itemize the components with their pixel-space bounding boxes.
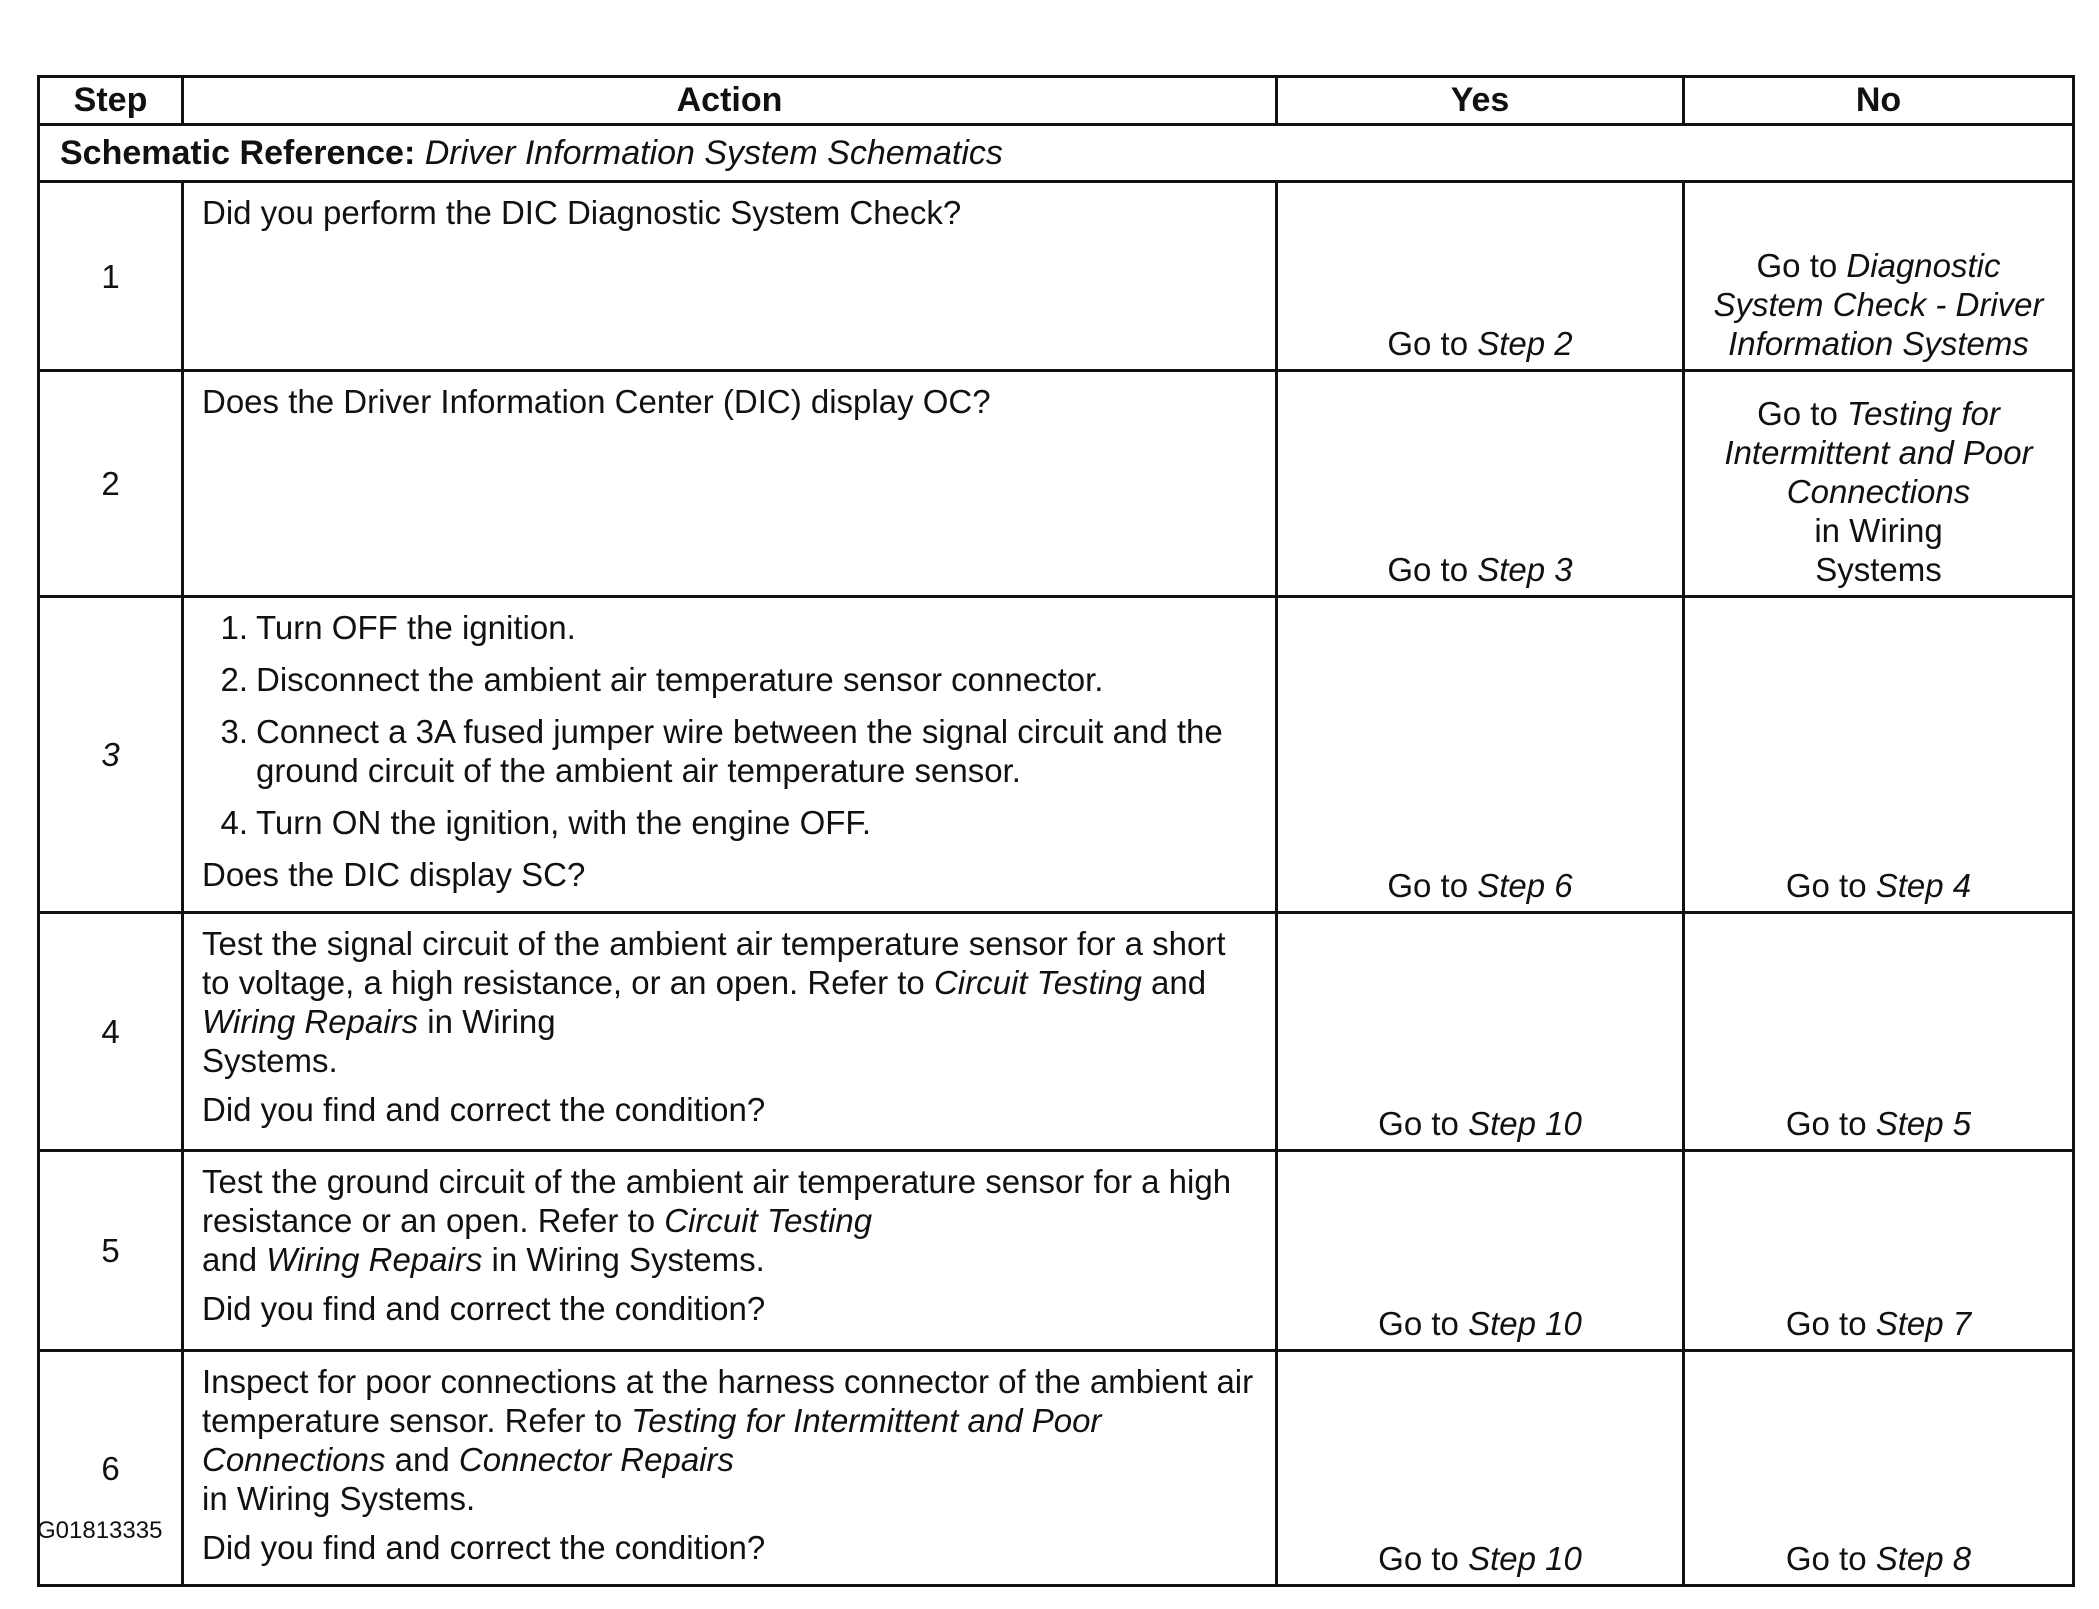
- no-prefix: Go to: [1757, 395, 1838, 432]
- substep-number: 1.: [220, 609, 248, 646]
- table-row: [39, 913, 2074, 1151]
- substep: [220, 803, 1261, 842]
- action-instruction: [202, 924, 1261, 1080]
- action-text: in Wiring: [427, 1003, 556, 1040]
- action-text: Test the ground circuit of the ambient air temperature sensor for a high resistance or an open. Refer to: [202, 1163, 1232, 1239]
- yes-target: Step 6: [1477, 867, 1573, 904]
- action-cell: [183, 1351, 1277, 1586]
- no-target-line3: Information Systems: [1728, 325, 2029, 362]
- action-reference-link: Circuit Testing: [933, 964, 1142, 1001]
- yes-cell: [1277, 371, 1684, 597]
- step-number: 4: [39, 913, 183, 1151]
- action-text: Systems.: [202, 1042, 338, 1079]
- header-yes: Yes: [1277, 77, 1684, 125]
- no-cell: [1684, 371, 2074, 597]
- yes-target: Step 3: [1477, 551, 1573, 588]
- no-cell: [1684, 597, 2074, 913]
- step-number: 3: [39, 597, 183, 913]
- substep: [220, 660, 1261, 699]
- action-text: and: [1151, 964, 1207, 1001]
- no-prefix: Go to: [1785, 1540, 1867, 1577]
- action-text: in Wiring Systems.: [202, 1480, 476, 1517]
- substep-list: [202, 608, 1261, 842]
- no-cell: [1684, 1351, 2074, 1586]
- header-row: [39, 77, 2074, 125]
- schematic-reference-row: [39, 125, 2074, 182]
- yes-prefix: Go to: [1387, 325, 1469, 362]
- table-row: [39, 1151, 2074, 1351]
- action-text: Inspect for poor connections at the harness connector of the ambient air temperature sensor. Refer to: [202, 1363, 1254, 1439]
- substep: [220, 712, 1261, 790]
- substep: [220, 608, 1261, 647]
- yes-prefix: Go to: [1378, 1305, 1459, 1342]
- diagnostic-table: [37, 75, 2075, 1587]
- table-row: [39, 182, 2074, 371]
- action-text: in Wiring Systems.: [491, 1241, 765, 1278]
- yes-target: Step 10: [1468, 1540, 1582, 1577]
- action-cell: [183, 1151, 1277, 1351]
- no-cell: [1684, 913, 2074, 1151]
- action-text: and: [394, 1441, 450, 1478]
- schematic-reference-value: Driver Information System Schematics: [424, 133, 1003, 172]
- action-question: Did you find and correct the condition?: [202, 1290, 766, 1327]
- no-target: Step 7: [1875, 1305, 1972, 1342]
- no-target-line2: Intermittent and Poor: [1724, 434, 2033, 471]
- no-prefix: Go to: [1785, 1105, 1867, 1142]
- schematic-reference: [39, 125, 2074, 182]
- step-number: 5: [39, 1151, 183, 1351]
- no-prefix: Go to: [1785, 1305, 1867, 1342]
- yes-cell: [1277, 1151, 1684, 1351]
- no-cell: [1684, 182, 2074, 371]
- action-cell: [183, 371, 1277, 597]
- substep-text: Disconnect the ambient air temperature sensor connector.: [256, 661, 1104, 698]
- schematic-reference-label: Schematic Reference:: [60, 133, 416, 172]
- action-reference-link: Wiring Repairs: [266, 1241, 483, 1278]
- substep-number: 4.: [220, 804, 248, 841]
- header-action: Action: [183, 77, 1277, 125]
- step-number: 2: [39, 371, 183, 597]
- yes-target: Step 10: [1468, 1305, 1582, 1342]
- action-question: Does the Driver Information Center (DIC) display OC?: [202, 383, 991, 420]
- yes-target: Step 10: [1468, 1105, 1582, 1142]
- no-target-line3: Connections: [1786, 473, 1971, 510]
- action-reference-link: Wiring Repairs: [202, 1003, 419, 1040]
- table-row: [39, 597, 2074, 913]
- action-question: Did you find and correct the condition?: [202, 1091, 766, 1128]
- action-reference-link: Testing for Intermittent and Poor Connections: [202, 1402, 1102, 1478]
- yes-prefix: Go to: [1378, 1540, 1459, 1577]
- no-prefix: Go to: [1756, 247, 1838, 284]
- action-reference-link: Connector Repairs: [458, 1441, 734, 1478]
- no-target: Step 5: [1875, 1105, 1972, 1142]
- action-question: Does the DIC display SC?: [202, 856, 586, 893]
- no-target: Step 4: [1875, 867, 1972, 904]
- table-row: [39, 1351, 2074, 1586]
- action-instruction: [202, 1162, 1261, 1279]
- action-instruction: [202, 1362, 1261, 1518]
- substep-text: Turn OFF the ignition.: [256, 609, 576, 646]
- yes-prefix: Go to: [1387, 551, 1469, 588]
- action-question: Did you find and correct the condition?: [202, 1529, 766, 1566]
- yes-target: Step 2: [1477, 325, 1573, 362]
- step-number: 1: [39, 182, 183, 371]
- yes-prefix: Go to: [1378, 1105, 1459, 1142]
- figure-id: G01813335: [37, 1517, 163, 1544]
- no-target-line2: System Check - Driver: [1713, 286, 2044, 323]
- action-reference-link: Circuit Testing: [664, 1202, 873, 1239]
- yes-cell: [1277, 182, 1684, 371]
- action-text: and: [202, 1241, 258, 1278]
- action-cell: [183, 182, 1277, 371]
- substep-text: Connect a 3A fused jumper wire between the signal circuit and the ground circuit of the ambient air temperature sensor.: [256, 713, 1223, 789]
- action-question: Did you perform the DIC Diagnostic System Check?: [202, 194, 962, 231]
- no-suffix-line1: in Wiring: [1814, 512, 1943, 549]
- action-text: Test the signal circuit of the ambient air temperature sensor for a short to voltage, a high resistance, or an open. Refer to: [202, 925, 1226, 1001]
- step-number: 6: [39, 1351, 183, 1586]
- no-target-line1: Diagnostic: [1846, 247, 2001, 284]
- header-step: Step: [39, 77, 183, 125]
- action-cell: [183, 913, 1277, 1151]
- no-target-line1: Testing for: [1847, 395, 2000, 432]
- table-row: [39, 371, 2074, 597]
- yes-cell: [1277, 1351, 1684, 1586]
- no-target: Step 8: [1875, 1540, 1972, 1577]
- no-cell: [1684, 1151, 2074, 1351]
- yes-cell: [1277, 913, 1684, 1151]
- no-suffix-line2: Systems: [1815, 551, 1942, 588]
- action-cell: [183, 597, 1277, 913]
- substep-number: 2.: [220, 661, 248, 698]
- yes-prefix: Go to: [1387, 867, 1469, 904]
- no-prefix: Go to: [1785, 867, 1867, 904]
- yes-cell: [1277, 597, 1684, 913]
- substep-number: 3.: [220, 713, 248, 750]
- header-no: No: [1684, 77, 2074, 125]
- substep-text: Turn ON the ignition, with the engine OFF.: [256, 804, 872, 841]
